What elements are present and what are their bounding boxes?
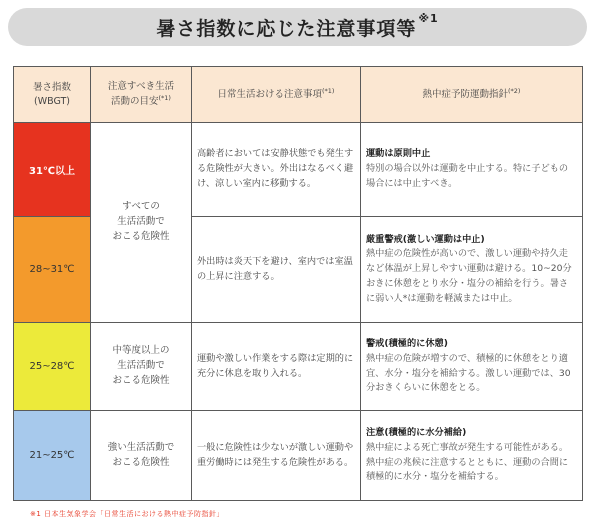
daily-cell-4: 一般に危険性は少ないが激しい運動や重労働時には発生する危険性がある。	[192, 411, 361, 501]
header-activity: 注意すべき生活 活動の目安$^{(*1)}$	[91, 67, 192, 123]
footnote: ※1 日本生気象学会「日常生活における熱中症予防指針」	[30, 510, 225, 518]
guide-cell-1: 運動は原則中止 特別の場合以外は運動を中止する。特に子どもの場合には中止すべき。	[361, 123, 583, 217]
guide-cell-3: 警戒(積極的に休憩) 熱中症の危険が増すので、積極的に休憩をとり適宜、水分・塩分を補給する。激しい運動では、30分おきくらいに休憩をとる。	[361, 323, 583, 411]
daily-cell-1: 高齢者においては安静状態でも発生する危険性が大きい。外出はなるべく避け、涼しい室内に移動する。	[192, 123, 361, 217]
daily-cell-3: 運動や激しい作業をする際は定期的に充分に休息を取り入れる。	[192, 323, 361, 411]
header-wbgt: 暑さ指数 (WBGT)	[14, 67, 91, 123]
title-banner	[8, 8, 587, 46]
guide-cell-2: 厳重警戒(激しい運動は中止) 熱中症の危険性が高いので、激しい運動や持久走など体温が上昇しやすい運動は避ける。10~20分おきに休憩をとり水分・塩分の補給を行う。暑さに弱い人*は運動を軽減または中止。	[361, 217, 583, 323]
activity-cell-4: 強い生活活動で おこる危険性	[91, 411, 192, 501]
header-exercise: 熱中症予防運動指針$^{(*2)}$	[361, 67, 583, 123]
table-header-row	[14, 67, 583, 123]
guide-cell-4: 注意(積極的に水分補給) 熱中症による死亡事故が発生する可能性がある。熱中症の兆候に注意するとともに、運動の合間に積極的に水分・塩分を補給する。	[361, 411, 583, 501]
title-footnote-mark: ※1	[418, 12, 439, 26]
activity-cell-3: 中等度以上の 生活活動で おこる危険性	[91, 323, 192, 411]
level-cell-1: 31℃以上	[14, 123, 91, 217]
table-row	[14, 411, 583, 501]
table-row	[14, 123, 583, 217]
wbgt-caution-table	[13, 66, 583, 501]
table-row	[14, 323, 583, 411]
level-cell-2: 28~31℃	[14, 217, 91, 323]
level-cell-3: 25~28℃	[14, 323, 91, 411]
activity-cell-merged: すべての 生活活動で おこる危険性	[91, 123, 192, 323]
daily-cell-2: 外出時は炎天下を避け、室内では室温の上昇に注意する。	[192, 217, 361, 323]
header-daily: 日常生活おける注意事項$^{(*1)}$	[192, 67, 361, 123]
page-title: 暑さ指数に応じた注意事項等 $^{※1}$	[156, 12, 439, 40]
level-cell-4: 21~25℃	[14, 411, 91, 501]
